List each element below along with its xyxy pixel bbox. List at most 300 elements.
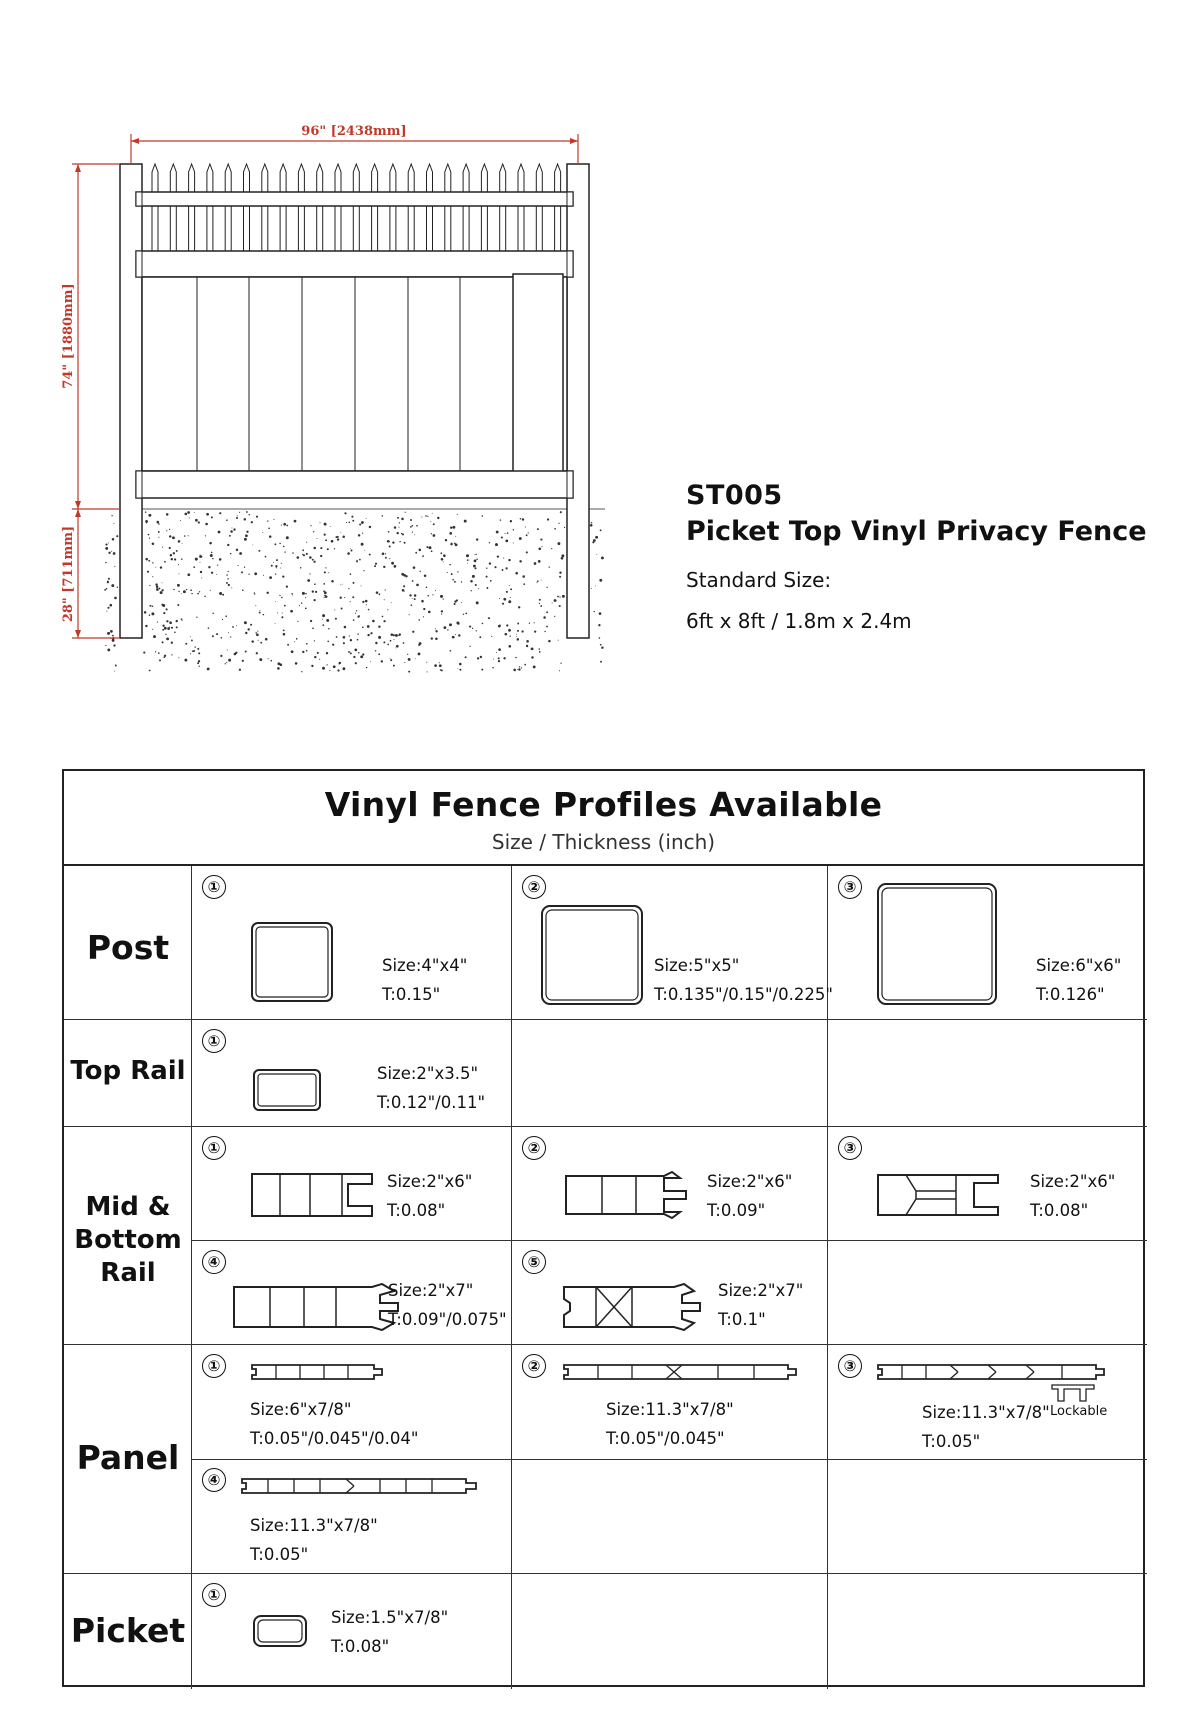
gravel-dot — [443, 626, 446, 629]
gravel-dot — [424, 574, 427, 577]
picket — [280, 164, 286, 251]
gravel-dot — [188, 535, 189, 536]
gravel-dot — [266, 592, 268, 594]
gravel-dot — [191, 639, 193, 641]
gravel-dot — [435, 590, 436, 591]
gravel-dot — [165, 634, 166, 635]
gravel-dot — [517, 630, 519, 632]
gravel-dot — [601, 556, 604, 559]
gravel-dot — [262, 532, 263, 533]
gravel-dot — [112, 538, 115, 541]
gravel-dot — [510, 597, 511, 598]
gravel-dot — [561, 554, 564, 557]
gravel-dot — [230, 553, 231, 554]
gravel-dot — [534, 562, 537, 565]
gravel-dot — [111, 584, 114, 587]
post-2-size: Size:5"x5" — [654, 956, 740, 975]
gravel-dot — [244, 621, 247, 624]
gravel-dot — [312, 559, 314, 561]
gravel-dot — [381, 660, 383, 662]
gravel-dot — [337, 669, 339, 671]
gravel-dot — [510, 588, 512, 590]
gravel-dot — [549, 566, 550, 567]
gravel-dot — [282, 612, 283, 613]
gravel-dot — [277, 612, 278, 613]
gravel-dot — [178, 591, 179, 592]
standard-size-value: 6ft x 8ft / 1.8m x 2.4m — [686, 609, 912, 633]
gravel-dot — [190, 653, 191, 654]
gravel-dot — [246, 531, 248, 533]
mid-rail-option-4-number: ④ — [202, 1250, 226, 1274]
gravel-dot — [401, 518, 404, 521]
gravel-dot — [513, 543, 514, 544]
picket-1-thickness: T:0.08" — [331, 1637, 390, 1656]
gravel-dot — [229, 535, 231, 537]
gravel-dot — [433, 534, 436, 537]
gravel-dot — [502, 569, 504, 571]
gravel-dot — [292, 552, 294, 554]
gravel-dot — [412, 532, 413, 533]
gravel-dot — [286, 525, 288, 527]
gravel-dot — [544, 631, 545, 632]
gravel-dot — [533, 665, 536, 668]
gravel-dot — [562, 595, 565, 598]
gravel-dot — [273, 562, 274, 563]
gravel-dot — [144, 611, 147, 614]
gravel-dot — [421, 600, 424, 603]
gravel-dot — [426, 587, 428, 589]
gravel-dot — [452, 636, 455, 639]
gravel-dot — [441, 558, 444, 561]
gravel-dot — [200, 554, 201, 555]
gravel-dot — [324, 523, 327, 526]
gravel-dot — [439, 662, 440, 663]
gravel-dot — [145, 520, 148, 523]
gravel-dot — [375, 650, 376, 651]
gravel-dot — [268, 658, 269, 659]
mid-rail-4-thickness: T:0.09"/0.075" — [388, 1310, 507, 1329]
gravel-dot — [112, 635, 114, 637]
picket — [481, 164, 487, 251]
gravel-dot — [419, 549, 422, 552]
gravel-dot — [528, 532, 529, 533]
gravel-dot — [364, 550, 365, 551]
gravel-dot — [387, 644, 389, 646]
gravel-dot — [412, 631, 414, 633]
gravel-dot — [458, 634, 460, 636]
mid-rail-3-size: Size:2"x6" — [1030, 1172, 1116, 1191]
gravel-dot — [423, 616, 424, 617]
gravel-dot — [286, 536, 289, 539]
gravel-dot — [314, 640, 315, 641]
gravel-dot — [537, 580, 539, 582]
gravel-dot — [547, 518, 549, 520]
gravel-dot — [198, 652, 200, 654]
row-label-mid-rail-3: Rail — [100, 1258, 156, 1288]
gravel-dot — [498, 660, 500, 662]
gravel-dot — [238, 565, 239, 566]
gravel-dot — [211, 516, 213, 518]
gravel-dot — [149, 614, 151, 616]
picket — [518, 164, 524, 251]
gravel-dot — [476, 554, 477, 555]
gravel-dot — [447, 572, 448, 573]
gravel-dot — [245, 534, 248, 537]
gravel-dot — [367, 634, 369, 636]
gravel-dot — [186, 589, 187, 590]
gravel-dot — [149, 605, 151, 607]
gravel-dot — [107, 581, 109, 583]
gravel-dot — [385, 589, 386, 590]
gravel-dot — [518, 668, 520, 670]
gravel-dot — [181, 593, 182, 594]
picket — [500, 164, 506, 251]
gravel-dot — [226, 582, 228, 584]
gravel-dot — [402, 533, 404, 535]
gravel-dot — [383, 641, 385, 643]
gravel-dot — [506, 567, 508, 569]
gravel-dot — [352, 520, 354, 522]
gravel-dot — [113, 552, 116, 555]
mid-rail-1-size: Size:2"x6" — [387, 1172, 473, 1191]
panel-4-profile — [240, 1475, 480, 1497]
gravel-dot — [558, 640, 559, 641]
gravel-dot — [194, 512, 195, 513]
gravel-dot — [149, 561, 150, 562]
gravel-dot — [162, 641, 164, 643]
gravel-dot — [152, 576, 153, 577]
gravel-dot — [443, 598, 444, 599]
gravel-dot — [117, 586, 118, 587]
gravel-dot — [145, 511, 147, 513]
gravel-dot — [495, 543, 498, 546]
gravel-dot — [317, 538, 318, 539]
gravel-dot — [306, 553, 308, 555]
gravel-dot — [355, 613, 356, 614]
gravel-dot — [391, 633, 394, 636]
gravel-dot — [284, 551, 285, 552]
gravel-dot — [506, 624, 508, 626]
gravel-dot — [524, 664, 526, 666]
gravel-dot — [346, 522, 347, 523]
gravel-dot — [540, 605, 542, 607]
gravel-dot — [183, 590, 186, 593]
gravel-dot — [258, 550, 260, 552]
gravel-dot — [359, 559, 361, 561]
gravel-dot — [198, 660, 200, 662]
gravel-dot — [236, 517, 238, 519]
gravel-dot — [338, 663, 340, 665]
gravel-dot — [225, 663, 226, 664]
gravel-dot — [211, 572, 213, 574]
gravel-dot — [105, 562, 107, 564]
gravel-dot — [479, 636, 481, 638]
gravel-dot — [225, 615, 227, 617]
gravel-dot — [475, 554, 476, 555]
gravel-dot — [529, 623, 530, 624]
gravel-dot — [148, 534, 150, 536]
gravel-dot — [423, 608, 425, 610]
gravel-dot — [105, 544, 107, 546]
gravel-dot — [408, 671, 410, 673]
gravel-dot — [326, 664, 327, 665]
gravel-dot — [290, 610, 293, 613]
gravel-dot — [489, 618, 490, 619]
gravel-dot — [239, 669, 241, 671]
gravel-dot — [413, 566, 416, 569]
gravel-dot — [254, 592, 255, 593]
gravel-dot — [340, 532, 341, 533]
gravel-dot — [177, 604, 179, 606]
gravel-dot — [478, 588, 479, 589]
gravel-dot — [275, 623, 276, 624]
gravel-dot — [190, 636, 191, 637]
gravel-dot — [314, 656, 316, 658]
gravel-dot — [559, 596, 560, 597]
gravel-dot — [226, 662, 227, 663]
gravel-dot — [275, 573, 276, 574]
gravel-dot — [394, 639, 395, 640]
gravel-dot — [469, 646, 470, 647]
gravel-dot — [156, 586, 159, 589]
gravel-dot — [516, 636, 517, 637]
gravel-dot — [560, 511, 562, 513]
gravel-dot — [362, 601, 364, 603]
gravel-dot — [244, 567, 245, 568]
gravel-dot — [340, 597, 342, 599]
gravel-dot — [428, 611, 431, 614]
gravel-dot — [245, 632, 247, 634]
gravel-dot — [366, 667, 367, 668]
gravel-dot — [281, 525, 282, 526]
gravel-dot — [455, 536, 456, 537]
gravel-dot — [476, 601, 479, 604]
gravel-dot — [600, 661, 602, 663]
gravel-dot — [319, 659, 320, 660]
gravel-dot — [313, 561, 315, 563]
gravel-dot — [196, 617, 197, 618]
gravel-dot — [171, 642, 173, 644]
post-1-size: Size:4"x4" — [382, 956, 468, 975]
gravel-dot — [328, 572, 329, 573]
gravel-dot — [455, 544, 458, 547]
gravel-dot — [558, 523, 559, 524]
picket — [372, 164, 378, 251]
gravel-dot — [391, 562, 394, 565]
gravel-dot — [155, 651, 156, 652]
gravel-dot — [526, 645, 528, 647]
gravel-dot — [476, 630, 477, 631]
gravel-dot — [283, 633, 286, 636]
gravel-dot — [205, 535, 206, 536]
gravel-dot — [401, 573, 404, 576]
gravel-dot — [507, 532, 509, 534]
gravel-dot — [513, 669, 516, 672]
gravel-dot — [209, 542, 212, 545]
picket — [445, 164, 451, 251]
gravel-dot — [383, 620, 385, 622]
gravel-dot — [403, 642, 405, 644]
gravel-dot — [594, 611, 595, 612]
gravel-dot — [509, 645, 512, 648]
panel-2-profile — [562, 1361, 800, 1383]
gravel-dot — [393, 665, 395, 667]
gravel-dot — [390, 640, 392, 642]
gravel-dot — [486, 587, 488, 589]
gravel-dot — [343, 636, 346, 639]
gravel-dot — [472, 628, 473, 629]
gravel-dot — [317, 652, 319, 654]
gravel-dot — [342, 536, 345, 539]
gravel-dot — [531, 656, 533, 658]
gravel-dot — [539, 651, 541, 653]
gravel-dot — [513, 529, 514, 530]
gravel-dot — [440, 595, 443, 598]
gravel-dot — [523, 583, 525, 585]
gravel-dot — [242, 589, 244, 591]
gravel-dot — [301, 671, 302, 672]
gravel-dot — [539, 599, 541, 601]
gravel-dot — [358, 534, 360, 536]
gravel-dot — [166, 530, 167, 531]
gravel-dot — [392, 541, 394, 543]
gravel-dot — [430, 521, 431, 522]
gravel-dot — [274, 543, 276, 545]
panel-option-4-number: ④ — [202, 1468, 226, 1492]
gravel-dot — [114, 597, 117, 600]
gravel-dot — [541, 546, 542, 547]
gravel-dot — [389, 558, 390, 559]
gravel-dot — [595, 585, 596, 586]
gravel-dot — [404, 542, 406, 544]
gravel-dot — [302, 651, 304, 653]
gravel-dot — [366, 518, 367, 519]
gravel-dot — [162, 629, 164, 631]
gravel-dot — [486, 576, 488, 578]
gravel-dot — [466, 554, 469, 557]
gravel-dot — [107, 632, 110, 635]
gravel-dot — [319, 522, 320, 523]
gravel-dot — [505, 633, 508, 636]
gravel-dot — [176, 626, 178, 628]
gravel-dot — [434, 523, 435, 524]
gravel-dot — [257, 631, 258, 632]
gravel-dot — [158, 523, 160, 525]
gravel-dot — [411, 604, 413, 606]
gravel-dot — [250, 624, 252, 626]
gravel-dot — [251, 640, 253, 642]
mid-rail-5-profile — [562, 1283, 702, 1331]
gravel-dot — [534, 622, 535, 623]
gravel-dot — [306, 643, 308, 645]
picket — [390, 164, 396, 251]
gravel-dot — [256, 516, 258, 518]
gravel-dot — [177, 584, 180, 587]
gravel-dot — [282, 575, 284, 577]
gravel-dot — [419, 642, 422, 645]
gravel-dot — [283, 546, 285, 548]
gravel-dot — [108, 578, 110, 580]
gravel-dot — [599, 637, 601, 639]
gravel-dot — [324, 534, 326, 536]
gravel-dot — [508, 629, 511, 632]
gravel-dot — [200, 562, 201, 563]
picket — [225, 164, 231, 251]
gravel-dot — [155, 567, 156, 568]
gravel-dot — [244, 538, 247, 541]
gravel-dot — [284, 605, 286, 607]
gravel-dot — [244, 518, 246, 520]
gravel-dot — [197, 648, 199, 650]
gravel-dot — [245, 651, 247, 653]
gravel-dot — [564, 527, 565, 528]
gravel-dot — [455, 634, 456, 635]
mid-rail-3-thickness: T:0.08" — [1030, 1201, 1089, 1220]
gravel-dot — [378, 653, 380, 655]
gravel-dot — [162, 625, 164, 627]
row-label-panel: Panel — [76, 1438, 180, 1477]
gravel-dot — [480, 656, 482, 658]
gravel-dot — [537, 528, 539, 530]
gravel-dot — [353, 656, 355, 658]
gravel-dot — [367, 625, 370, 628]
gravel-dot — [474, 567, 476, 569]
gravel-dot — [369, 526, 371, 528]
gravel-dot — [457, 571, 458, 572]
gravel-dot — [306, 650, 308, 652]
gravel-dot — [302, 549, 304, 551]
gravel-dot — [181, 558, 183, 560]
gravel-dot — [159, 588, 161, 590]
gravel-dot — [503, 657, 505, 659]
standard-size-label: Standard Size: — [686, 568, 832, 592]
gravel-dot — [204, 596, 206, 598]
gravel-dot — [143, 652, 145, 654]
gravel-dot — [447, 629, 448, 630]
gravel-dot — [247, 628, 249, 630]
row-label-picket: Picket — [70, 1611, 186, 1650]
panel-1-size: Size:6"x7/8" — [250, 1400, 352, 1419]
gravel-dot — [519, 666, 520, 667]
gravel-dot — [539, 603, 540, 604]
gravel-dot — [593, 539, 596, 542]
gravel-dot — [157, 621, 158, 622]
gravel-dot — [454, 603, 456, 605]
gravel-dot — [252, 544, 253, 545]
gravel-dot — [408, 658, 411, 661]
gravel-dot — [450, 650, 452, 652]
gravel-dot — [115, 665, 117, 667]
gravel-dot — [145, 625, 147, 627]
mid-rail-option-1-number: ① — [202, 1136, 226, 1160]
gravel-dot — [538, 560, 541, 563]
table-subtitle: Size / Thickness (inch) — [491, 830, 716, 854]
gravel-dot — [600, 644, 602, 646]
gravel-dot — [457, 668, 458, 669]
gravel-dot — [370, 632, 372, 634]
gravel-dot — [449, 564, 451, 566]
gravel-dot — [148, 514, 151, 517]
gravel-dot — [191, 593, 192, 594]
gravel-dot — [107, 648, 110, 651]
gravel-dot — [418, 652, 421, 655]
gravel-dot — [299, 605, 300, 606]
gravel-dot — [418, 619, 420, 621]
gravel-dot — [297, 621, 298, 622]
gravel-dot — [116, 535, 118, 537]
post-2-thickness: T:0.135"/0.15"/0.225" — [654, 985, 833, 1004]
picket — [298, 164, 304, 251]
